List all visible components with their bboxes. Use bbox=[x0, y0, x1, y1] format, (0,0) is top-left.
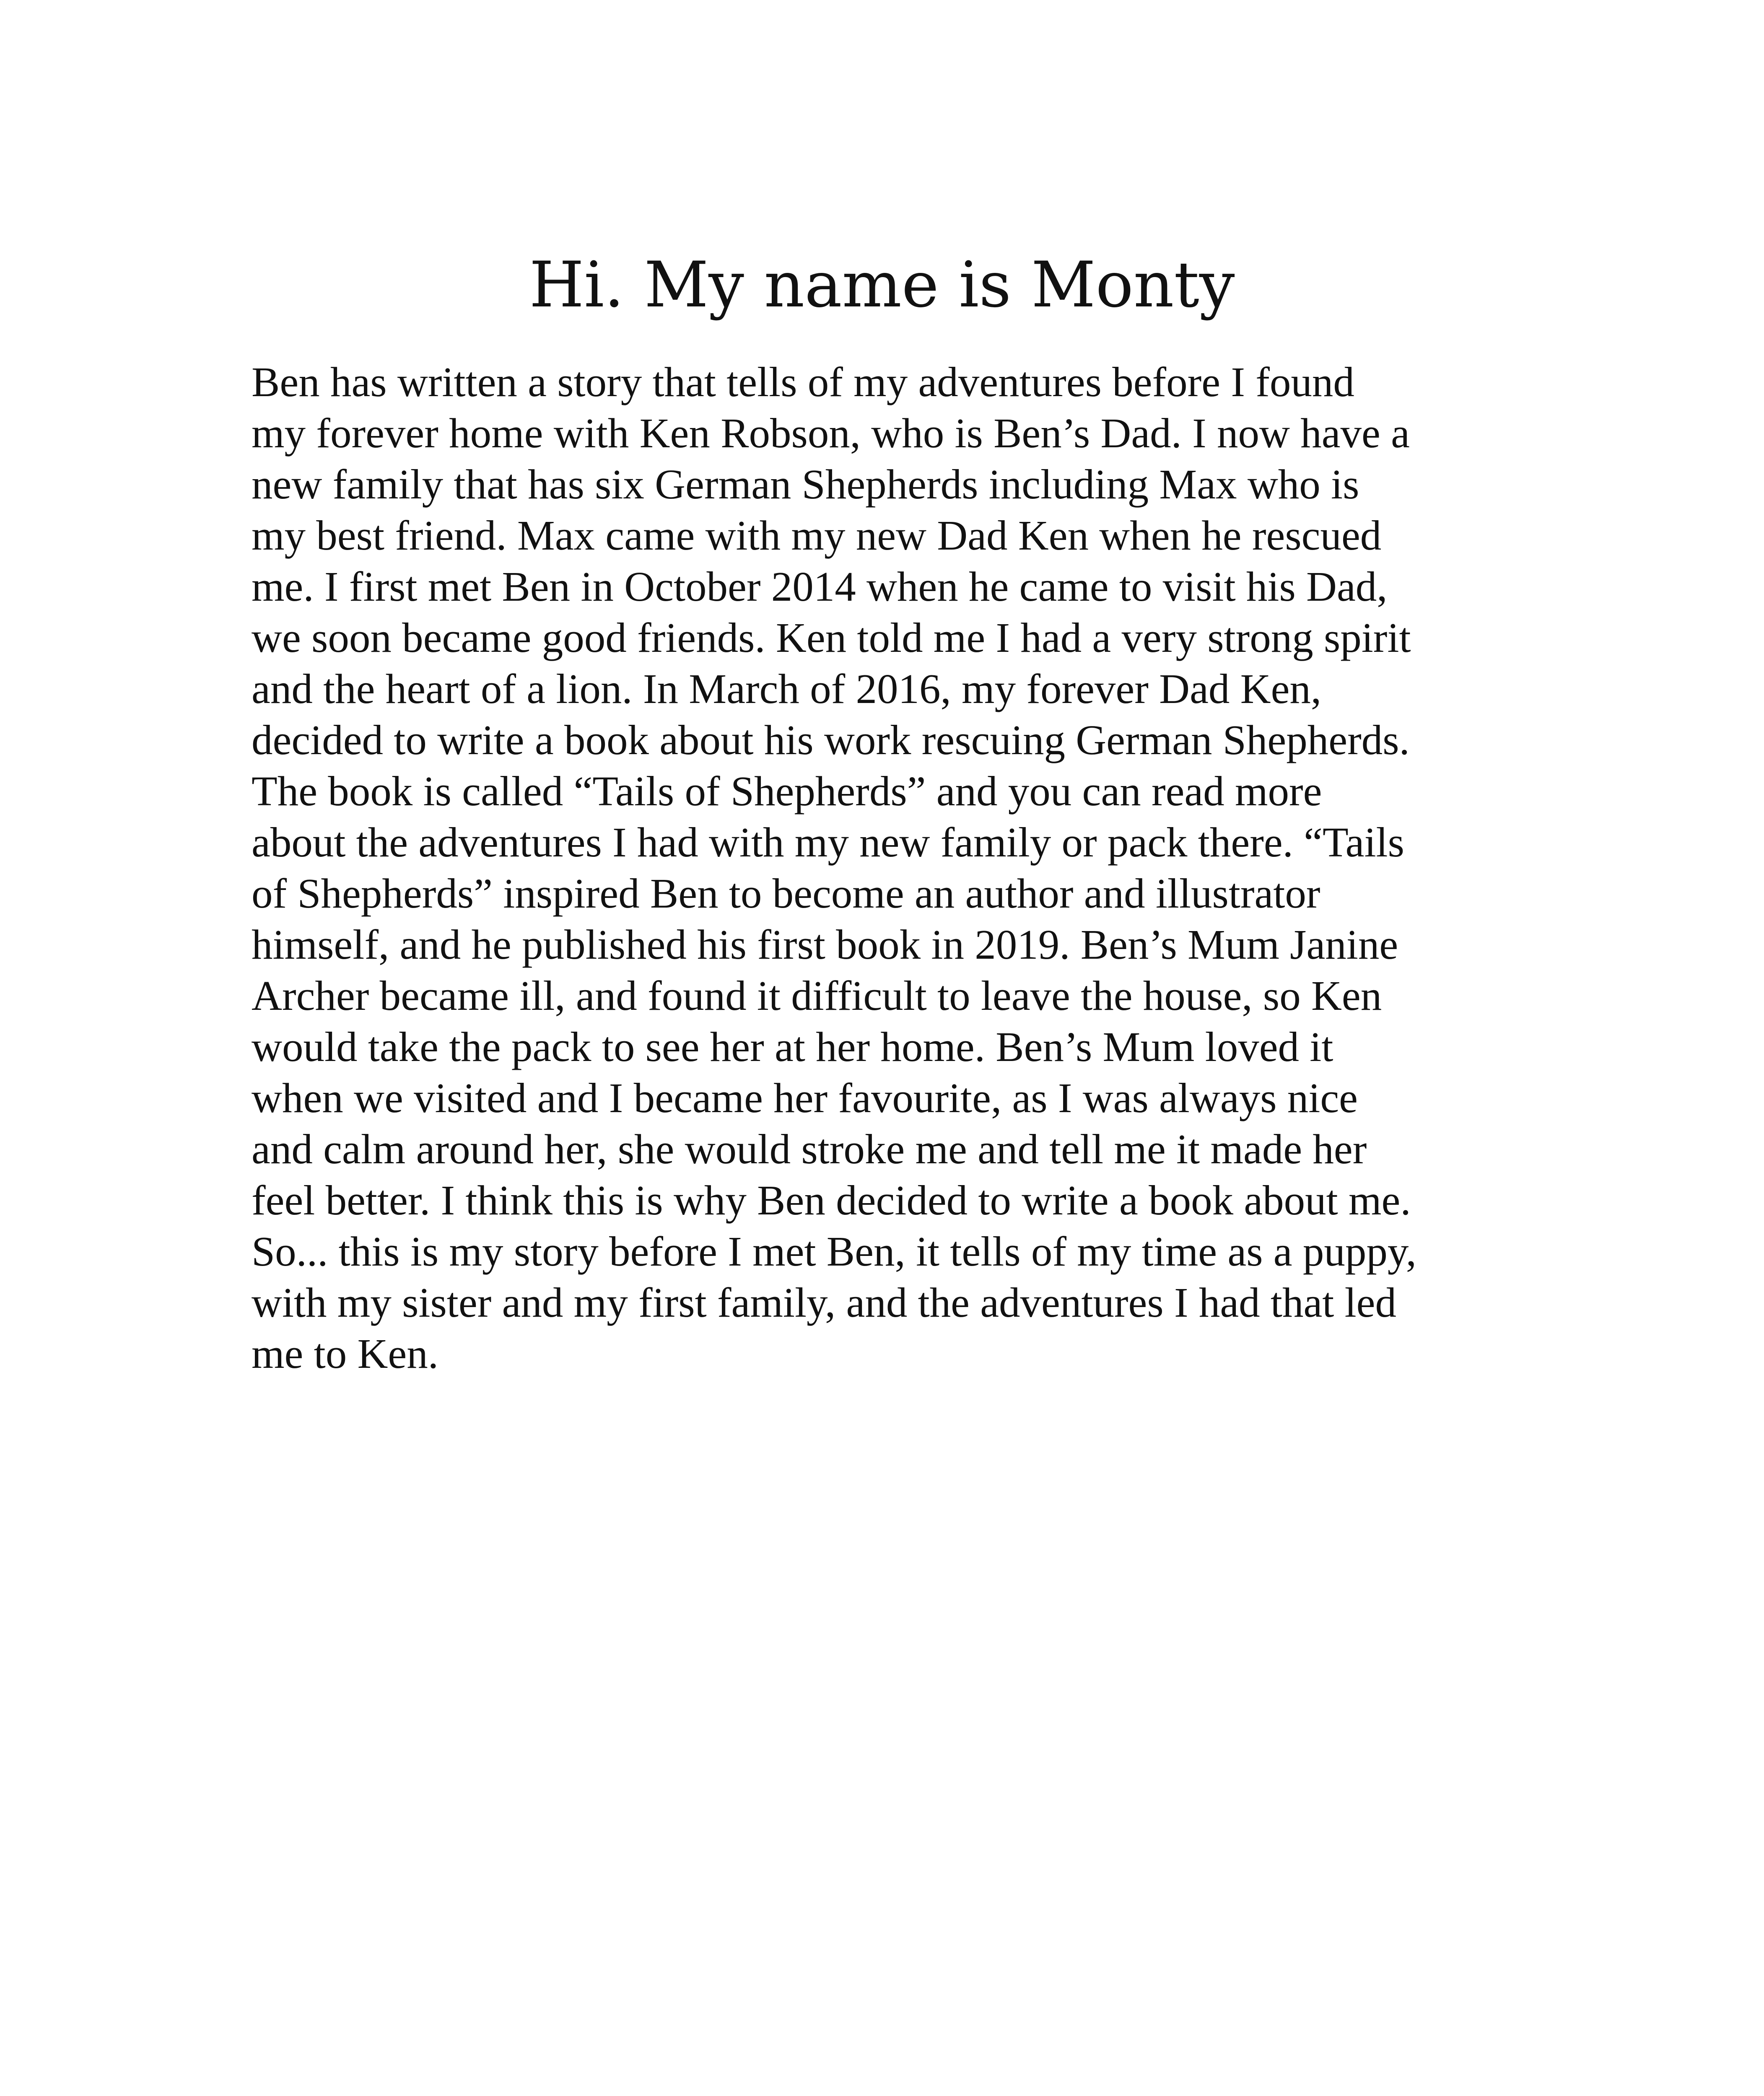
paragraph-line: Ben has written a story that tells of my adventures before I found bbox=[252, 358, 1354, 405]
paragraph-line: of Shepherds” inspired Ben to become an author and illustrator bbox=[252, 870, 1320, 917]
story-paragraph bbox=[252, 356, 1551, 1379]
paragraph-line: decided to write a book about his work rescuing German Shepherds. bbox=[252, 716, 1410, 763]
paragraph-line: would take the pack to see her at her home. Ben’s Mum loved it bbox=[252, 1023, 1333, 1070]
page-title: Hi. My name is Monty bbox=[529, 249, 1235, 322]
paragraph-line: my best friend. Max came with my new Dad Ken when he rescued bbox=[252, 512, 1382, 559]
paragraph-line: new family that has six German Shepherds including Max who is bbox=[252, 461, 1359, 508]
paragraph-line: himself, and he published his first book in 2019. Ben’s Mum Janine bbox=[252, 921, 1398, 968]
paragraph-line: my forever home with Ken Robson, who is Ben’s Dad. I now have a bbox=[252, 410, 1410, 457]
paragraph-line: about the adventures I had with my new family or pack there. “Tails bbox=[252, 819, 1404, 866]
paragraph-line: Archer became ill, and found it difficult to leave the house, so Ken bbox=[252, 972, 1382, 1019]
paragraph-line: So... this is my story before I met Ben, it tells of my time as a puppy, bbox=[252, 1228, 1417, 1275]
paragraph-line: when we visited and I became her favourite, as I was always nice bbox=[252, 1074, 1358, 1121]
paragraph-line: with my sister and my first family, and the adventures I had that led bbox=[252, 1279, 1396, 1326]
paragraph-line: The book is called “Tails of Shepherds” and you can read more bbox=[252, 768, 1322, 815]
paragraph-line: and the heart of a lion. In March of 2016, my forever Dad Ken, bbox=[252, 665, 1322, 712]
paragraph-line: feel better. I think this is why Ben decided to write a book about me. bbox=[252, 1177, 1411, 1224]
paragraph-line: we soon became good friends. Ken told me I had a very strong spirit bbox=[252, 614, 1411, 661]
paragraph-line: me to Ken. bbox=[252, 1330, 438, 1377]
paragraph-line: me. I first met Ben in October 2014 when he came to visit his Dad, bbox=[252, 563, 1388, 610]
paragraph-line: and calm around her, she would stroke me and tell me it made her bbox=[252, 1126, 1367, 1173]
